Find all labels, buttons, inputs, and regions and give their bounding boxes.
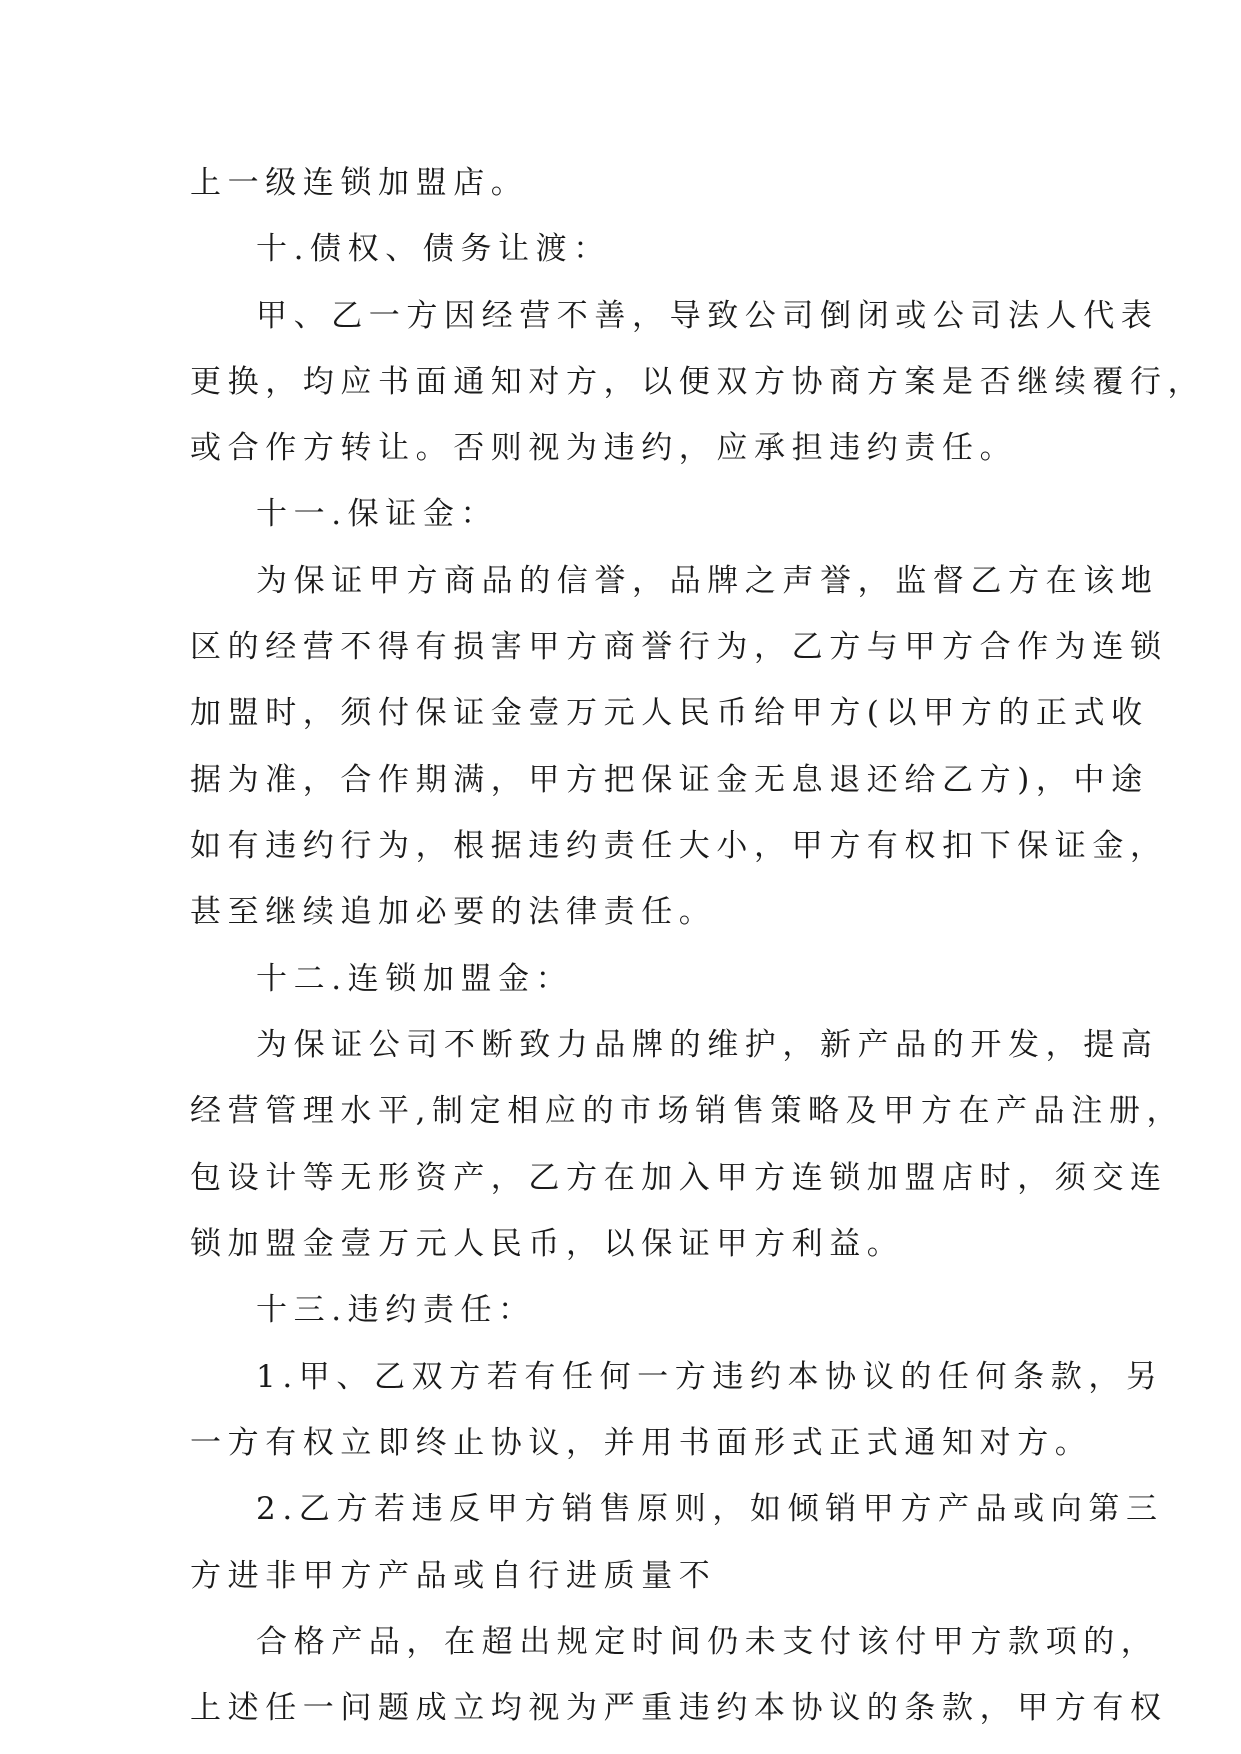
text-line: 区的经营不得有损害甲方商誉行为，乙方与甲方合作为连锁 [190,629,1168,665]
text-line: 包设计等无形资产，乙方在加入甲方连锁加盟店时，须交连 [190,1160,1168,1196]
section-heading: 十一.保证金： [256,496,499,532]
text-line: 上一级连锁加盟店。 [190,165,529,201]
text-line: 一方有权立即终止协议，并用书面形式正式通知对方。 [190,1425,1093,1461]
text-line: 2.乙方若违反甲方销售原则，如倾销甲方产品或向第三 [256,1491,1164,1527]
text-line: 为保证甲方商品的信誉，品牌之声誉，监督乙方在该地 [256,563,1159,599]
text-line: 合格产品，在超出规定时间仍未支付该付甲方款项的， [256,1624,1159,1660]
text-line: 甚至继续追加必要的法律责任。 [190,894,717,930]
section-heading: 十二.连锁加盟金： [256,961,574,997]
text-line: 或合作方转让。否则视为违约，应承担违约责任。 [190,430,1018,466]
text-line: 上述任一问题成立均视为严重违约本协议的条款，甲方有权 [190,1690,1168,1726]
text-line: 甲、乙一方因经营不善，导致公司倒闭或公司法人代表 [256,298,1159,334]
text-line: 锁加盟金壹万元人民币，以保证甲方利益。 [190,1226,905,1262]
text-line: 方进非甲方产品或自行进质量不 [190,1558,717,1594]
text-line: 为保证公司不断致力品牌的维护，新产品的开发，提高 [256,1027,1159,1063]
text-line: 加盟时，须付保证金壹万元人民币给甲方(以甲方的正式收 [190,695,1149,731]
text-line: 如有违约行为，根据违约责任大小，甲方有权扣下保证金， [190,828,1168,864]
section-heading: 十.债权、债务让渡： [256,231,611,267]
text-line: 更换，均应书面通知对方，以便双方协商方案是否继续覆行， [190,364,1206,400]
section-heading: 十三.违约责任： [256,1292,536,1328]
text-line: 据为准，合作期满，甲方把保证金无息退还给乙方)，中途 [190,762,1149,798]
text-line: 1.甲、乙双方若有任何一方违约本协议的任何条款，另 [256,1359,1164,1395]
text-line: 经营管理水平,制定相应的市场销售策略及甲方在产品注册， [190,1093,1185,1129]
